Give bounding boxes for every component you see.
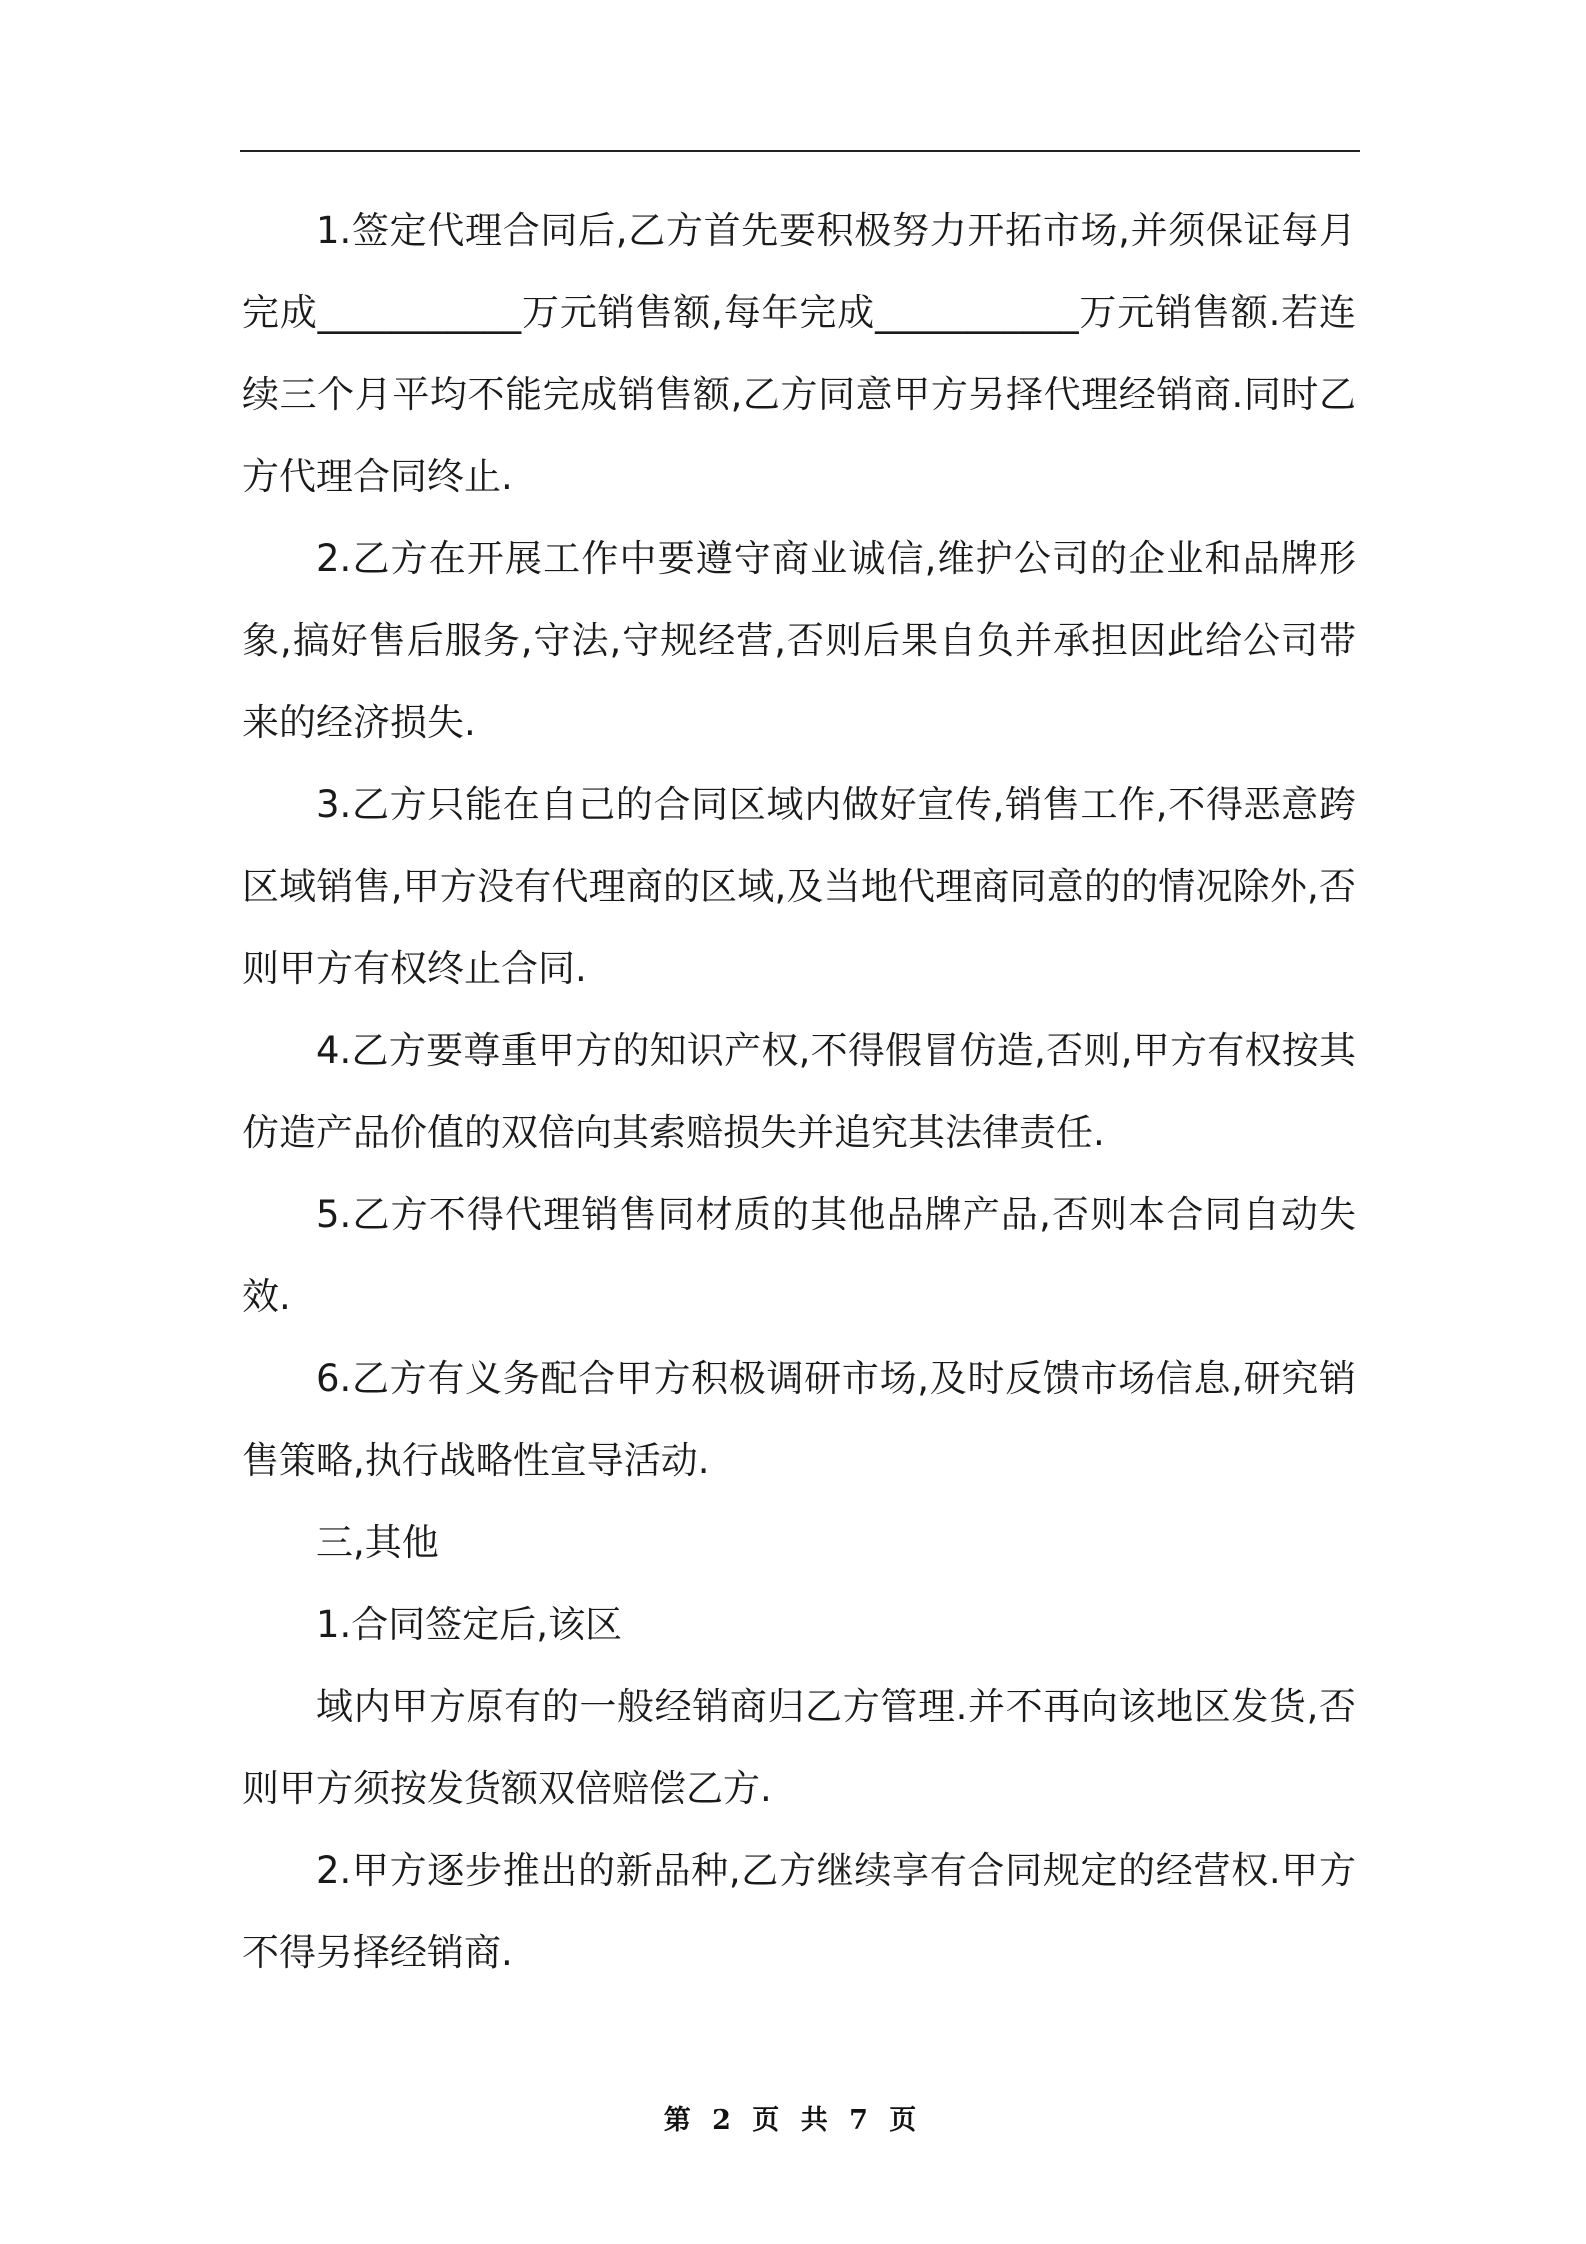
clause-paragraph: 1.合同签定后,该区	[316, 1603, 623, 1646]
clause-paragraph: 3.乙方只能在自己的合同区域内做好宣传,销售工作,不得恶意跨区域销售,甲方没有代理商的区域,及当地代理商同意的的情况除外,否则甲方有权终止合同.	[242, 783, 1356, 990]
clause-paragraph: 2.乙方在开展工作中要遵守商业诚信,维护公司的企业和品牌形象,搞好售后服务,守法,守规经营,否则后果自负并承担因此给公司带来的经济损失.	[242, 537, 1356, 744]
section-heading: 三,其他	[316, 1521, 439, 1564]
clause-paragraph: 域内甲方原有的一般经销商归乙方管理.并不再向该地区发货,否则甲方须按发货额双倍赔偿乙方.	[242, 1685, 1356, 1810]
page-number-footer: 第 2 页 共 7 页	[663, 2105, 923, 2136]
clause-paragraph: 4.乙方要尊重甲方的知识产权,不得假冒仿造,否则,甲方有权按其仿造产品价值的双倍向其索赔损失并追究其法律责任.	[242, 1029, 1356, 1154]
clause-paragraph: 1.签定代理合同后,乙方首先要积极努力开拓市场,并须保证每月完成___________万元销售额,每年完成___________万元销售额.若连续三个月平均不能完成销售额,乙方同意甲方另择代理经销商.同时乙方代理合同终止.	[242, 209, 1356, 498]
header-rule	[240, 150, 1360, 152]
clause-paragraph: 2.甲方逐步推出的新品种,乙方继续享有合同规定的经营权.甲方不得另择经销商.	[242, 1849, 1356, 1974]
clause-paragraph: 5.乙方不得代理销售同材质的其他品牌产品,否则本合同自动失效.	[242, 1193, 1356, 1318]
document-body	[242, 190, 1356, 1994]
clause-paragraph: 6.乙方有义务配合甲方积极调研市场,及时反馈市场信息,研究销售策略,执行战略性宣导活动.	[242, 1357, 1356, 1482]
